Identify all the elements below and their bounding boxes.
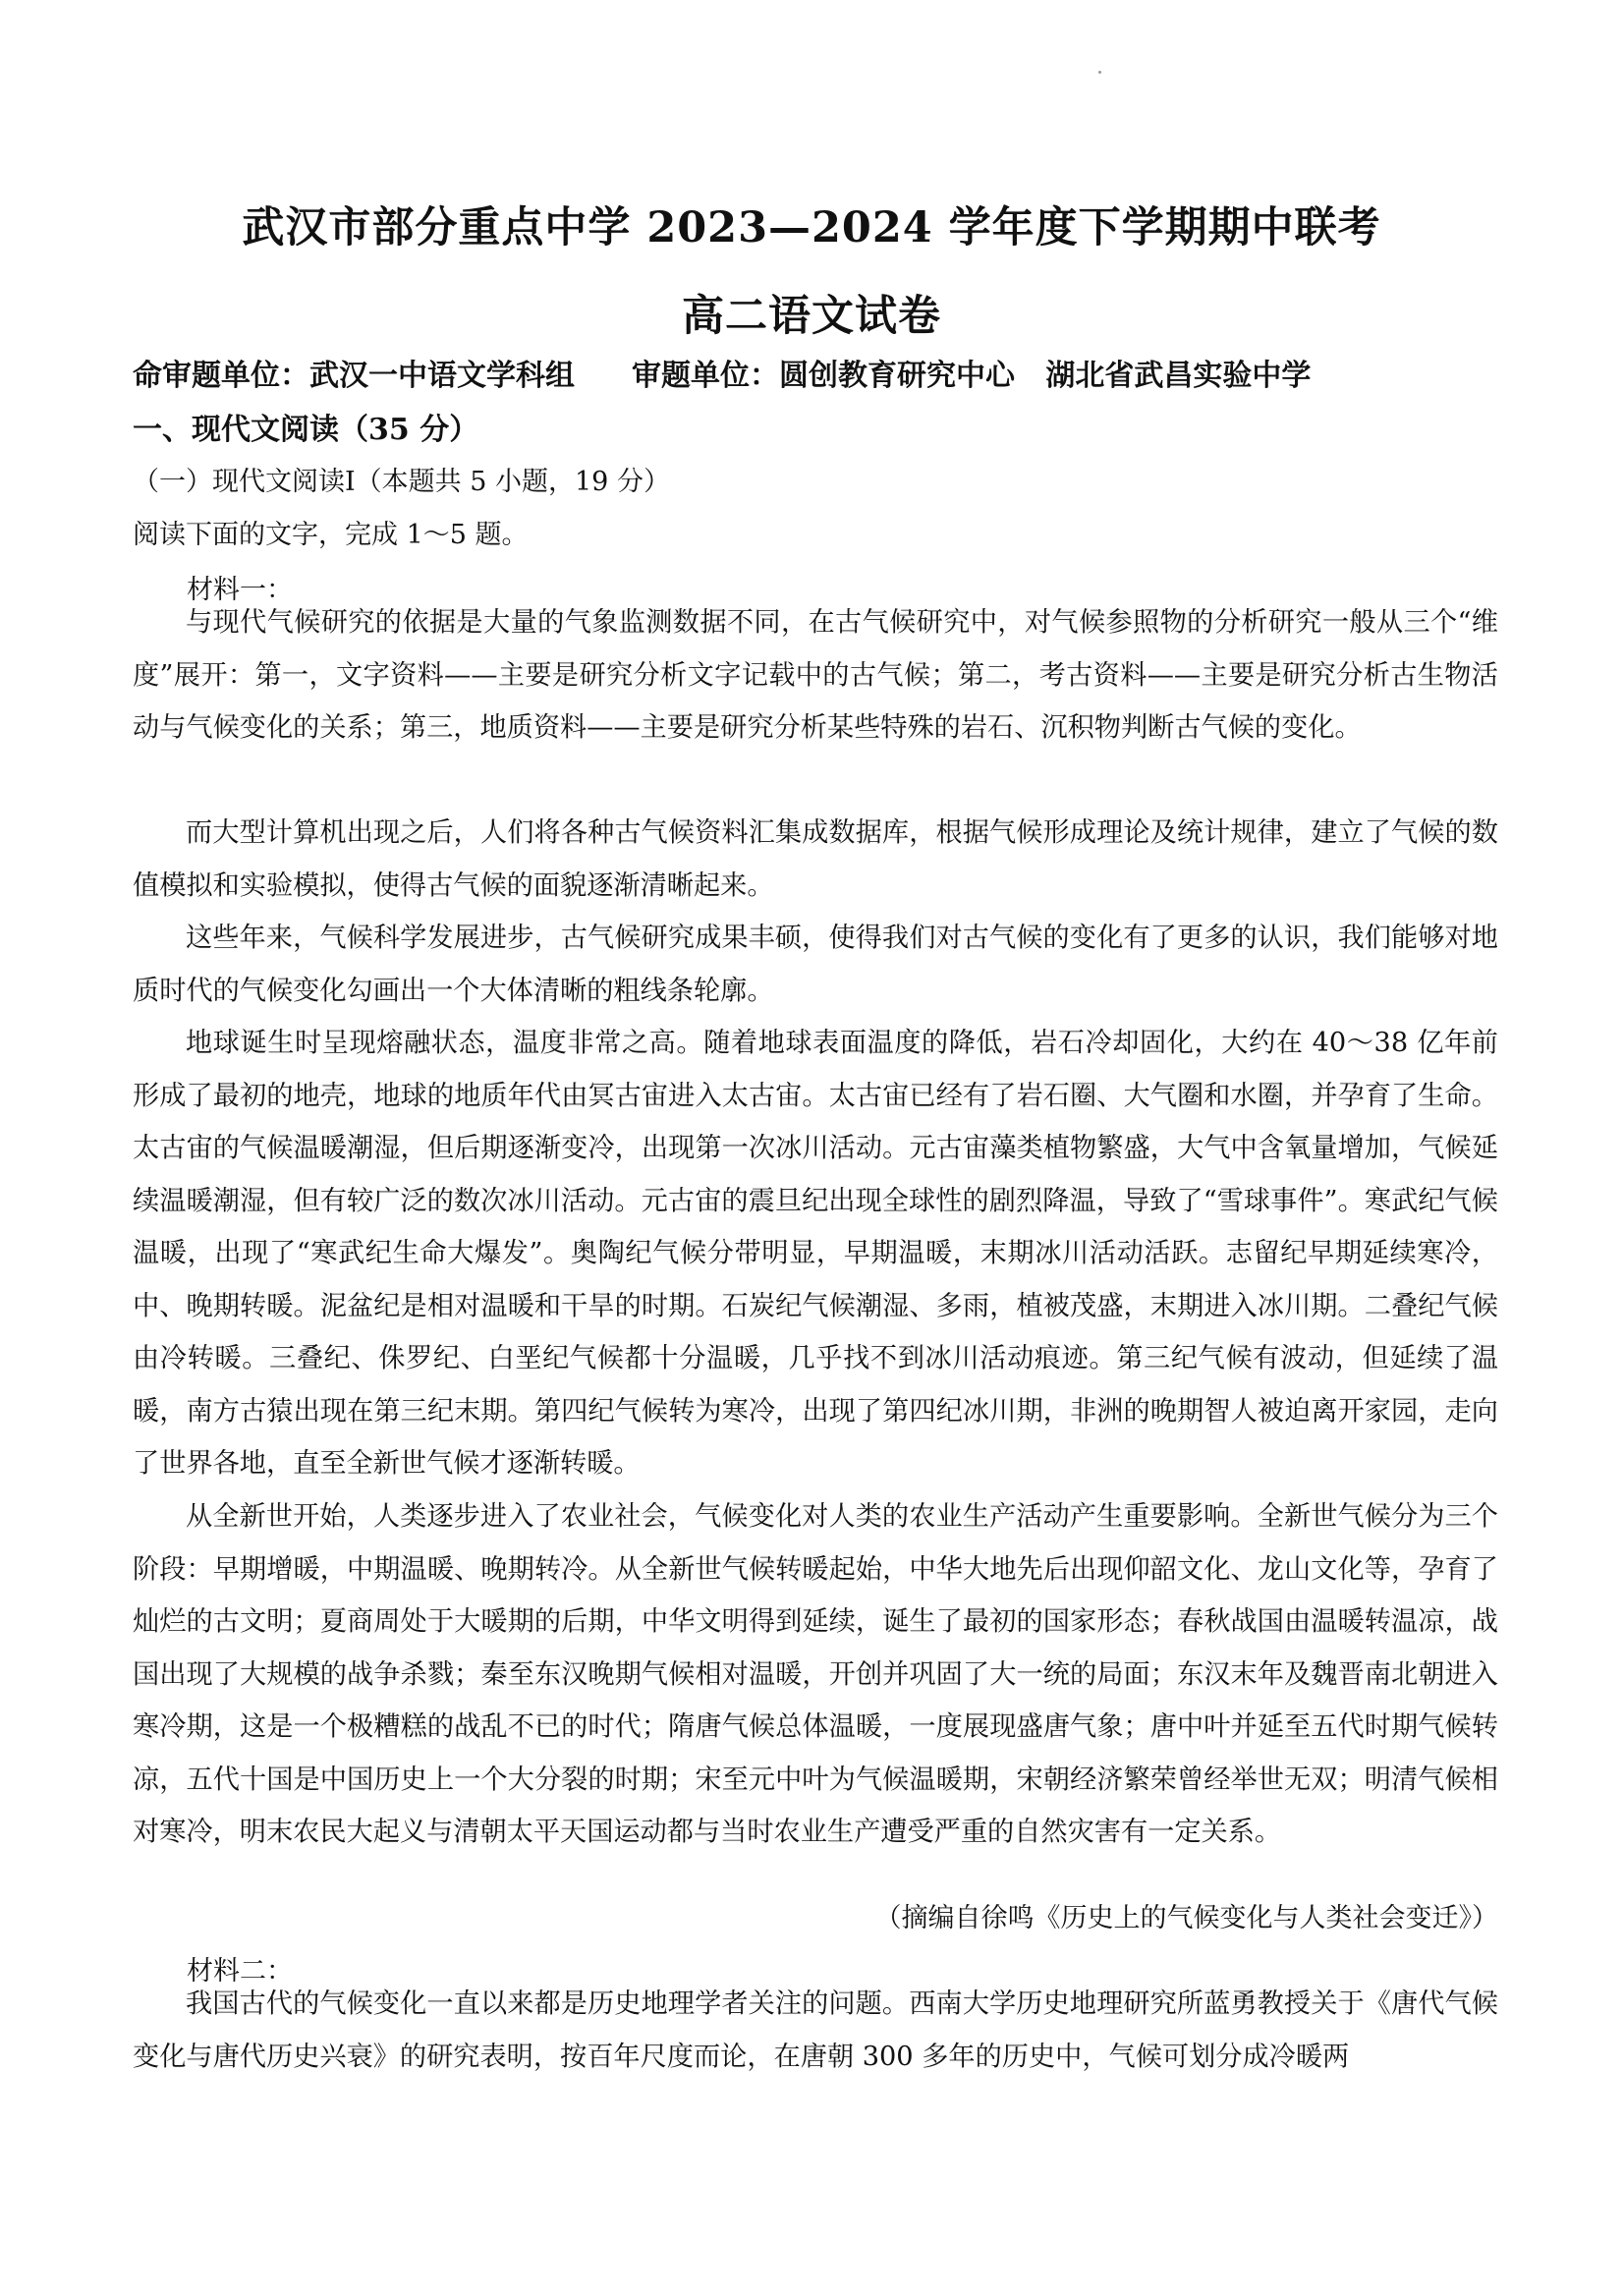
material-one-label: 材料一：: [187, 575, 293, 605]
reviewer-unit: 审题单位：圆创教育研究中心 湖北省武昌实验中学: [632, 359, 1312, 393]
material-one-paragraph: 而大型计算机出现之后，人们将各种古气候资料汇集成数据库，根据气候形成理论及统计规律，建立了气候的数值模拟和实验模拟，使得古气候的面貌逐渐清晰起来。: [133, 817, 1498, 901]
exam-title: 武汉市部分重点中学 2023—2024 学年度下学期期中联考: [242, 203, 1381, 252]
material-one-paragraph: 这些年来，气候科学发展进步，古气候研究成果丰硕，使得我们对古气候的变化有了更多的认识，我们能够对地质时代的气候变化勾画出一个大体清晰的粗线条轮廓。: [133, 923, 1498, 1006]
section-subheading: （一）现代文阅读Ⅰ（本题共 5 小题，19 分）: [133, 467, 670, 497]
section-instruction: 阅读下面的文字，完成 1～5 题。: [133, 520, 529, 550]
proposer-unit: 命审题单位：武汉一中语文学科组: [133, 359, 575, 393]
exam-units: [133, 351, 1311, 394]
material-one-paragraph: 地球诞生时呈现熔融状态，温度非常之高。随着地球表面温度的降低，岩石冷却固化，大约在 40～38 亿年前形成了最初的地壳，地球的地质年代由冥古宙进入太古宙。太古宙已经有了岩石圈、大气圈和水圈，并孕育了生命。太古宙的气候温暖潮湿，但后期逐渐变冷，出现第一次冰川活动。元古宙藻类植物繁盛，大气中含氧量增加，气候延续温暖潮湿，但有较广泛的数次冰川活动。元古宙的震旦纪出现全球性的剧烈降温，导致了“雪球事件”。寒武纪气候温暖，出现了“寒武纪生命大爆发”。奥陶纪气候分带明显，早期温暖，末期冰川活动活跃。志留纪早期延续寒冷，中、晚期转暖。泥盆纪是相对温暖和干旱的时期。石炭纪气候潮湿、多雨，植被茂盛，末期进入冰川期。二叠纪气候由冷转暖。三叠纪、侏罗纪、白垩纪气候都十分温暖，几乎找不到冰川活动痕迹。第三纪气候有波动，但延续了温暖，南方古猿出现在第三纪末期。第四纪气候转为寒冷，出现了第四纪冰川期，非洲的晚期智人被迫离开家园，走向了世界各地，直至全新世气候才逐渐转暖。: [133, 1028, 1498, 1479]
material-one-paragraph: 从全新世开始，人类逐步进入了农业社会，气候变化对人类的农业生产活动产生重要影响。全新世气候分为三个阶段：早期增暖，中期温暖、晚期转冷。从全新世气候转暖起始，中华大地先后出现仰韶文化、龙山文化等，孕育了灿烂的古文明；夏商周处于大暖期的后期，中华文明得到延续，诞生了最初的国家形态；春秋战国由温暖转温凉，战国出现了大规模的战争杀戮；秦至东汉晚期气候相对温暖，开创并巩固了大一统的局面；东汉末年及魏晋南北朝进入寒冷期，这是一个极糟糕的战乱不已的时代；隋唐气候总体温暖，一度展现盛唐气象；唐中叶并延至五代时期气候转凉，五代十国是中国历史上一个大分裂的时期；宋至元中叶为气候温暖期，宋朝经济繁荣曾经举世无双；明清气候相对寒冷，明末农民大起义与清朝太平天国运动都与当时农业生产遭受严重的自然灾害有一定关系。: [133, 1501, 1498, 1847]
exam-subtitle: 高二语文试卷: [682, 292, 941, 341]
material-one-source: （摘编自徐鸣《历史上的气候变化与人类社会变迁》）: [874, 1903, 1498, 1933]
material-one-paragraph: 与现代气候研究的依据是大量的气象监测数据不同，在古气候研究中，对气候参照物的分析研究一般从三个“维度”展开：第一，文字资料——主要是研究分析文字记载中的古气候；第二，考古资料——主要是研究分析古生物活动与气候变化的关系；第三，地质资料——主要是研究分析某些特殊的岩石、沉积物判断古气候的变化。: [133, 607, 1498, 743]
scan-dot: [1098, 71, 1101, 74]
material-two-paragraph: 我国古代的气候变化一直以来都是历史地理学者关注的问题。西南大学历史地理研究所蓝勇教授关于《唐代气候变化与唐代历史兴衰》的研究表明，按百年尺度而论，在唐朝 300 多年的历史中，气候可划分成冷暖两: [133, 1988, 1498, 2072]
material-two-label: 材料二：: [187, 1956, 293, 1987]
section-heading: 一、现代文阅读（35 分）: [133, 413, 479, 447]
